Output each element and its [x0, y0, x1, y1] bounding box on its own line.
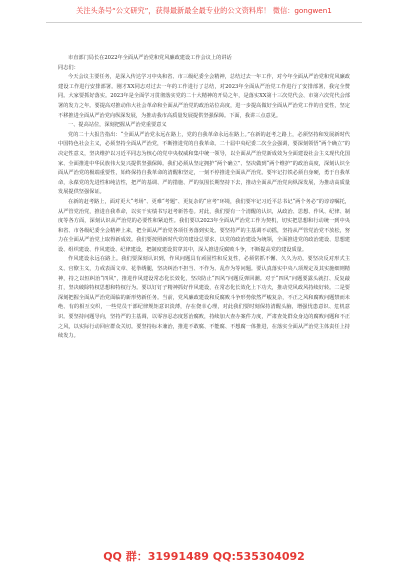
header-banner: 关注头条号“公文研究”，获得最新最全最专业的公文资料库！ 微信：gongwen1 [76, 6, 332, 15]
document-body [58, 54, 350, 342]
body-paragraph: 作风建设永远在路上。我们要深刻认识到，作风问题具有顽固性和反复性，必须常抓不懈、久久为功。要坚决反对形式主义、官僚主义，力戒表面文章、花拳绣腿，坚决纠治不担当、不作为、乱作为等问题。要认真落实中央八项规定及其实施细则精神，持之以恒纠治“四风”，推进作风建设常态化长效化，坚决防止“四风”问题反弹回潮。对于“四风”问题要露头就打、反复敲打，坚决破除特权思想和特权行为。要以钉钉子精神抓好作风建设，在常态化长效化上下功夫，推动党风政风持续好转。二是要深刻把握全面从严治党面临的新形势新任务。当前，党风廉政建设和反腐败斗争形势依然严峻复杂，不正之风和腐败问题禁而未绝、有的相互交织，一些党员干部纪律规矩意识淡薄，存在侥幸心理，对此我们要时刻保持清醒头脑，增强忧患意识、危机意识。要坚持问题导向，坚持严的主基调，以零容忍态度惩治腐败，持续加大查办案件力度，严肃查处群众身边的腐败问题和不正之风，以实际行动回应群众关切。要坚持标本兼治，推进不敢腐、不能腐、不想腐一体推进，在落实全面从严治党主体责任上持续发力。 [58, 256, 350, 340]
header-divider [46, 22, 362, 23]
intro-paragraph: 今天会议主要任务，是深入传达学习中央和省、市三级纪委全会精神，总结过去一年工作，对今年全面从严治党和党风廉政建设工作进行安排部署。刚才XX同志对过去一年的工作进行了总结，对2023年全面从严治党工作进行了安排部署，我完全赞同。大家要抓好落实。2023年是全面学习贯彻落实党的二十大精神的开局之年，是落实XX第十三次党代会、市第六次党代会部署的发力之年。要提高对推动伟大社会革命和全面从严治党的政治站位高度，进一步提高做好全面从严治党工作的自觉性，坚定不移推进全面从严治党向纵深发展，为推动我市高质量发展提供坚强保障。下面，我讲三点意见。 [58, 74, 350, 119]
body-paragraph: 党的二十大报告指出：“全面从严治党永远在路上，党的自我革命永远在路上。”在新的赶考之路上，必须坚持和发展新时代中国特色社会主义，必须坚持全面从严治党，不断推进党的自我革命。二十届中央纪委二次全会强调，要深刻领悟“两个确立”的决定性意义，坚决维护以习近平同志为核心的党中央权威和集中统一领导，以全面从严治党新成效为全面建设社会主义现代化国家、全面推进中华民族伟大复兴提供坚强保障。我们必须从坚定拥护“两个确立”、坚决做到“两个维护”的政治高度，深刻认识全面从严治党的极端重要性，始终保持自我革命的清醒和坚定，一刻不停推进全面从严治党。要牢记打铁必须自身硬，勇于自我革命，永葆党的先进性和纯洁性，把严的基调、严的措施、严的氛围长期坚持下去，推动全面从严治党向纵深发展，为推动高质量发展提供坚强保证。 [58, 131, 350, 196]
body-paragraph: 在新的赶考路上，面对更大“考场”、更难“考题”、更复杂的“应考”环境，我们要牢记习近平总书记“两个务必”的谆谆嘱托，从严管党治党，推进自我革命，以实干实绩书写赶考新答卷。对此，我们要有一个清醒的认识，从政治、思想、作风、纪律、制度等各方面，深刻认识从严治党的必要性和紧迫性。我们要以2023年全面从严治党工作为契机，切实把思想和行动统一到中央和省、市各级纪委全会精神上来，把全面从严治党各项任务落到实处。要坚持严的主基调不动摇，坚持从严管党治党不放松，努力在全面从严治党上取得新成效。我们要按照新时代党的建设总要求，以党的政治建设为统领，全面推进党的政治建设、思想建设、组织建设、作风建设、纪律建设，把制度建设贯穿其中，深入推进反腐败斗争，不断提高党的建设质量。 [58, 198, 350, 253]
document-title: 市直部门局长在2022年全面从严治党和党风廉政建设工作会议上的讲话 [68, 55, 232, 61]
salutation: 同志们： [58, 64, 79, 71]
footer-contacts: QQ 群：31991489 QQ:535304092 [103, 550, 305, 563]
section-heading: 一、提高站位，深刻把握从严治党重要意义 [68, 122, 167, 129]
